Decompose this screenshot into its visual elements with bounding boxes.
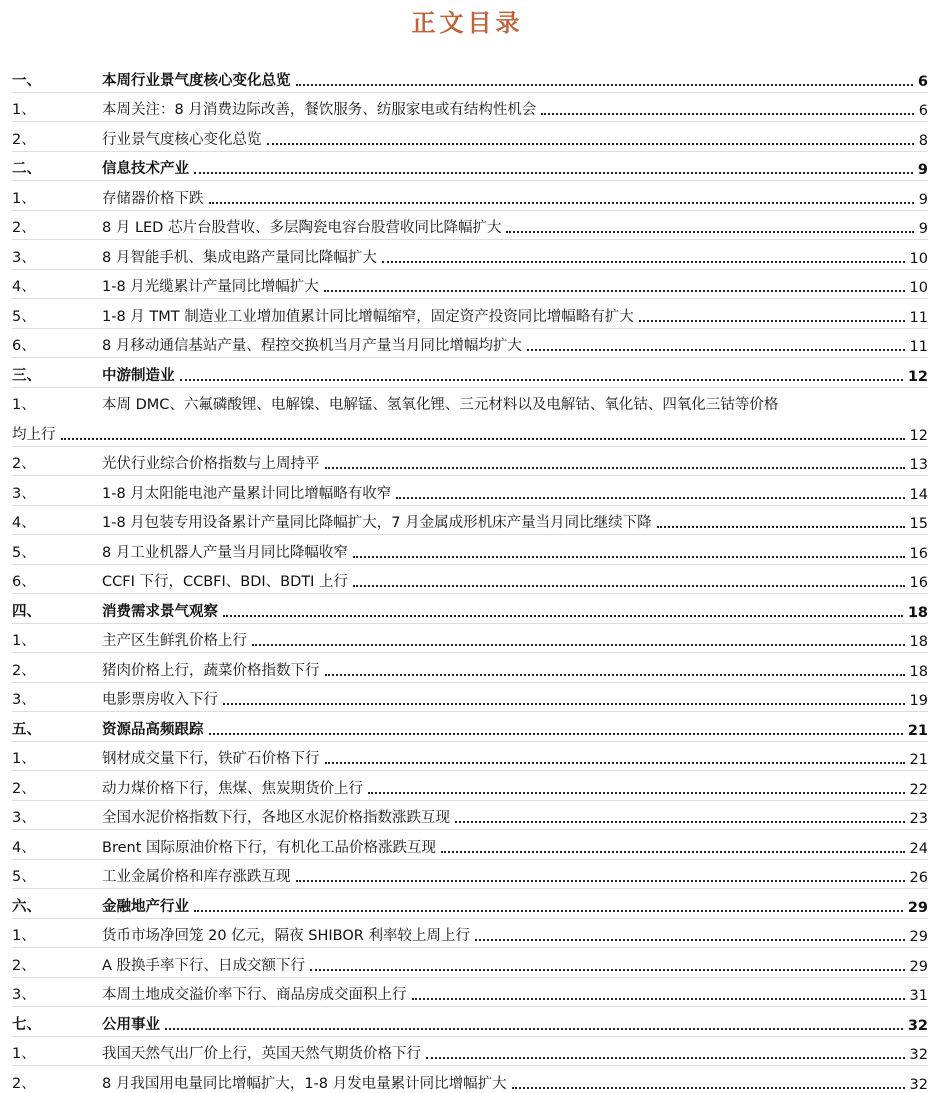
toc-item-row[interactable] [12, 916, 928, 946]
toc-entry-title: 行业景气度核心变化总览 [102, 131, 262, 148]
toc-entry-title: 光伏行业综合价格指数与上周持平 [102, 456, 320, 472]
toc-item-row[interactable] [12, 532, 928, 562]
toc-entry-title: 本周关注：8 月消费边际改善，餐饮服务、纺服家电或有结构性机会 [102, 102, 537, 118]
toc-entry-number: 1、 [12, 190, 36, 207]
toc-entry-number: 1、 [12, 928, 36, 944]
toc-entry-title: 公用事业 [102, 1016, 160, 1033]
toc-page-number: 22 [909, 781, 928, 798]
dot-leader [296, 83, 913, 86]
toc-item-row[interactable] [12, 945, 928, 975]
toc-item-row[interactable] [12, 503, 928, 533]
dot-leader [180, 378, 903, 381]
toc-entry-number: 3、 [12, 987, 36, 1003]
toc-entry-title: 中游制造业 [102, 367, 175, 384]
dot-leader [209, 732, 903, 735]
page-title: 正文目录 [411, 8, 524, 37]
toc-entry-title: 我国天然气出厂价上行，英国天然气期货价格下行 [102, 1046, 421, 1062]
toc-page-number: 6 [917, 73, 928, 90]
toc-entry-number: 2、 [12, 780, 36, 797]
toc-entry-title: 电影票房收入下行 [102, 692, 218, 708]
toc-item-row[interactable] [12, 827, 928, 857]
toc-page-number: 32 [909, 1076, 928, 1093]
toc-entry-title: 8 月智能手机、集成电路产量同比降幅扩大 [102, 249, 377, 266]
toc-entry-title-continuation: 均上行 [12, 426, 56, 443]
toc-page-number: 11 [909, 309, 928, 326]
toc-entry-title: Brent 国际原油价格下行，有机化工品价格涨跌互现 [102, 839, 436, 856]
dot-leader [194, 909, 903, 912]
toc-entry-number: 2、 [12, 662, 36, 679]
toc-entry-title: 1-8 月太阳能电池产量累计同比增幅略有收窄 [102, 485, 392, 502]
toc-page-number: 29 [909, 958, 928, 975]
toc-entry-number: 五、 [12, 721, 41, 738]
toc-item-row[interactable] [12, 1063, 928, 1093]
toc-entry-number: 二、 [12, 161, 41, 177]
toc-item-row[interactable] [12, 178, 928, 208]
toc-entry-number: 2、 [12, 1075, 36, 1092]
toc-item-row[interactable] [12, 739, 928, 769]
toc-entry-number: 2、 [12, 131, 36, 148]
dot-leader [296, 879, 905, 882]
dot-leader [541, 112, 913, 115]
toc-entry-title: 存储器价格下跌 [102, 190, 204, 207]
toc-entry-number: 1、 [12, 1046, 36, 1062]
dot-leader [475, 938, 905, 941]
toc-entry-title: 信息技术产业 [102, 161, 189, 177]
toc-entry-number: 6、 [12, 574, 36, 590]
dot-leader [324, 289, 905, 292]
toc-page-number: 13 [909, 457, 928, 473]
toc-entry-title: 金融地产行业 [102, 898, 189, 915]
toc-item-row[interactable] [12, 444, 928, 474]
toc-item-row[interactable] [12, 621, 928, 651]
dot-leader [455, 820, 905, 823]
toc-entry-title: 猪肉价格上行，蔬菜价格指数下行 [102, 662, 320, 679]
toc-entry-title: 本周行业景气度核心变化总览 [102, 72, 291, 89]
dot-leader [506, 230, 913, 233]
dot-leader [325, 673, 905, 676]
toc-entry-title: 8 月我国用电量同比增幅扩大，1-8 月发电量累计同比增幅扩大 [102, 1075, 507, 1092]
toc-section-row[interactable] [12, 709, 928, 739]
toc-entry-number: 4、 [12, 279, 36, 295]
dot-leader [194, 171, 913, 174]
toc-page-number: 18 [909, 634, 928, 650]
toc-page-number: 8 [918, 132, 928, 149]
toc-page-number: 29 [907, 899, 928, 916]
toc-entry-number: 3、 [12, 692, 36, 708]
toc-entry-title: 全国水泥价格指数下行，各地区水泥价格指数涨跌互现 [102, 810, 450, 826]
toc-entry-number: 5、 [12, 869, 36, 885]
toc-entry-title: 钢材成交量下行，铁矿石价格下行 [102, 751, 320, 767]
toc-entry-number: 1、 [12, 397, 36, 413]
toc-entry-title: 工业金属价格和库存涨跌互现 [102, 869, 291, 885]
toc-item-row[interactable] [12, 562, 928, 592]
toc-page-number: 32 [907, 1017, 928, 1034]
toc-page-number: 12 [907, 368, 928, 385]
toc-entry-number: 四、 [12, 603, 41, 620]
toc-item-row[interactable] [12, 650, 928, 680]
toc-entry-number: 4、 [12, 515, 36, 531]
toc-page-number: 29 [909, 929, 928, 945]
toc-entry-number: 3、 [12, 249, 36, 266]
toc-section-row[interactable] [12, 591, 928, 621]
toc-entry-title: 8 月 LED 芯片台股营收、多层陶瓷电容台股营收同比降幅扩大 [102, 220, 502, 236]
toc-entry-number: 一、 [12, 72, 41, 89]
toc-entry-title: 消费需求景气观察 [102, 603, 218, 620]
toc-page-number: 11 [909, 339, 928, 355]
dot-leader [412, 997, 905, 1000]
toc-page-number: 21 [907, 722, 928, 739]
dot-leader [267, 142, 914, 145]
toc-item-row[interactable] [12, 1034, 928, 1064]
toc-entry-title: 资源品高频跟踪 [102, 721, 204, 738]
toc-page-number: 14 [909, 486, 928, 503]
toc-entry-number: 2、 [12, 456, 36, 472]
toc-item-row[interactable] [12, 296, 928, 326]
toc-entry-number: 6、 [12, 338, 36, 354]
toc-section-row[interactable] [12, 355, 928, 385]
toc-page-number: 18 [907, 604, 928, 621]
dot-leader [252, 643, 905, 646]
toc-entry-title: 1-8 月 TMT 制造业工业增加值累计同比增幅缩窄，固定资产投资同比增幅略有扩大 [102, 308, 634, 325]
table-of-contents [12, 60, 928, 1093]
toc-page-number: 10 [909, 280, 928, 296]
toc-section-row[interactable] [12, 149, 928, 179]
toc-page-number: 24 [909, 840, 928, 857]
toc-entry-title: 8 月移动通信基站产量、程控交换机当月产量当月同比增幅均扩大 [102, 338, 522, 354]
toc-entry-number: 3、 [12, 810, 36, 826]
toc-entry-number: 1、 [12, 751, 36, 767]
dot-leader [512, 1086, 905, 1089]
toc-entry-number: 三、 [12, 367, 41, 384]
toc-item-row[interactable] [12, 208, 928, 238]
toc-entry-number: 4、 [12, 839, 36, 856]
toc-page-number: 9 [917, 162, 928, 178]
toc-entry-title: 1-8 月光缆累计产量同比增幅扩大 [102, 279, 319, 295]
toc-entry-number: 七、 [12, 1016, 41, 1033]
dot-leader [223, 702, 905, 705]
dot-leader [441, 850, 905, 853]
toc-page-number: 23 [909, 811, 928, 827]
toc-page-number: 15 [909, 516, 928, 532]
toc-page-number: 21 [909, 752, 928, 768]
toc-item-row[interactable] [12, 473, 928, 503]
toc-item-row[interactable] [12, 680, 928, 710]
toc-item-continuation[interactable] [12, 414, 928, 444]
dot-leader [368, 791, 905, 794]
toc-page-number: 19 [909, 693, 928, 709]
toc-page-number: 26 [909, 870, 928, 886]
dot-leader [639, 319, 905, 322]
dot-leader [353, 584, 905, 587]
toc-page-number: 6 [918, 103, 928, 119]
toc-item-row[interactable] [12, 768, 928, 798]
toc-entry-title: 货币市场净回笼 20 亿元，隔夜 SHIBOR 利率较上周上行 [102, 928, 470, 944]
toc-entry-title: 本周 DMC、六氟磷酸锂、电解镍、电解锰、氢氧化锂、三元材料以及电解钴、氧化钴、四氧化三钴等价格 [102, 397, 779, 413]
dot-leader [657, 525, 905, 528]
dot-leader [325, 761, 905, 764]
toc-entry-title: CCFI 下行，CCBFI、BDI、BDTI 上行 [102, 574, 349, 590]
toc-item-row[interactable] [12, 326, 928, 356]
toc-page-number: 9 [918, 221, 928, 237]
toc-entry-number: 2、 [12, 957, 36, 974]
dot-leader [353, 555, 905, 558]
dot-leader [61, 437, 905, 440]
toc-item-row[interactable] [12, 798, 928, 828]
toc-entry-number: 5、 [12, 544, 36, 561]
dot-leader [325, 466, 905, 469]
toc-entry-number: 5、 [12, 308, 36, 325]
toc-entry-title: 主产区生鲜乳价格上行 [102, 633, 247, 649]
toc-item-row[interactable] [12, 119, 928, 149]
toc-page-number: 16 [909, 545, 928, 562]
toc-item-row[interactable] [12, 267, 928, 297]
toc-item-row[interactable] [12, 90, 928, 120]
toc-entry-number: 1、 [12, 633, 36, 649]
toc-section-row[interactable] [12, 1004, 928, 1034]
toc-page-number: 9 [918, 191, 928, 208]
toc-entry-title: 本周土地成交溢价率下行、商品房成交面积上行 [102, 987, 407, 1003]
toc-entry-title: 动力煤价格下行，焦煤、焦炭期货价上行 [102, 780, 363, 797]
toc-page-number: 32 [909, 1047, 928, 1063]
toc-page-number: 31 [909, 988, 928, 1004]
toc-item-row[interactable] [12, 385, 928, 415]
toc-section-row[interactable] [12, 60, 928, 90]
dot-leader [310, 968, 905, 971]
toc-page-number: 10 [909, 250, 928, 267]
dot-leader [165, 1027, 903, 1030]
toc-entry-title: 8 月工业机器人产量当月同比降幅收窄 [102, 544, 348, 561]
toc-item-row[interactable] [12, 857, 928, 887]
toc-entry-number: 1、 [12, 102, 36, 118]
toc-entry-number: 3、 [12, 485, 36, 502]
dot-leader [382, 260, 905, 263]
dot-leader [396, 496, 904, 499]
toc-page-number: 18 [909, 663, 928, 680]
toc-item-row[interactable] [12, 975, 928, 1005]
toc-entry-number: 六、 [12, 898, 41, 915]
toc-entry-title: 1-8 月包装专用设备累计产量同比降幅扩大，7 月金属成形机床产量当月同比继续下降 [102, 515, 652, 531]
toc-entry-number: 2、 [12, 220, 36, 236]
toc-page-number: 12 [909, 427, 928, 444]
toc-entry-title: A 股换手率下行、日成交额下行 [102, 957, 306, 974]
dot-leader [209, 201, 914, 204]
dot-leader [426, 1056, 905, 1059]
dot-leader [527, 348, 905, 351]
toc-item-row[interactable] [12, 237, 928, 267]
toc-section-row[interactable] [12, 886, 928, 916]
dot-leader [223, 614, 903, 617]
toc-page-number: 16 [909, 575, 928, 591]
